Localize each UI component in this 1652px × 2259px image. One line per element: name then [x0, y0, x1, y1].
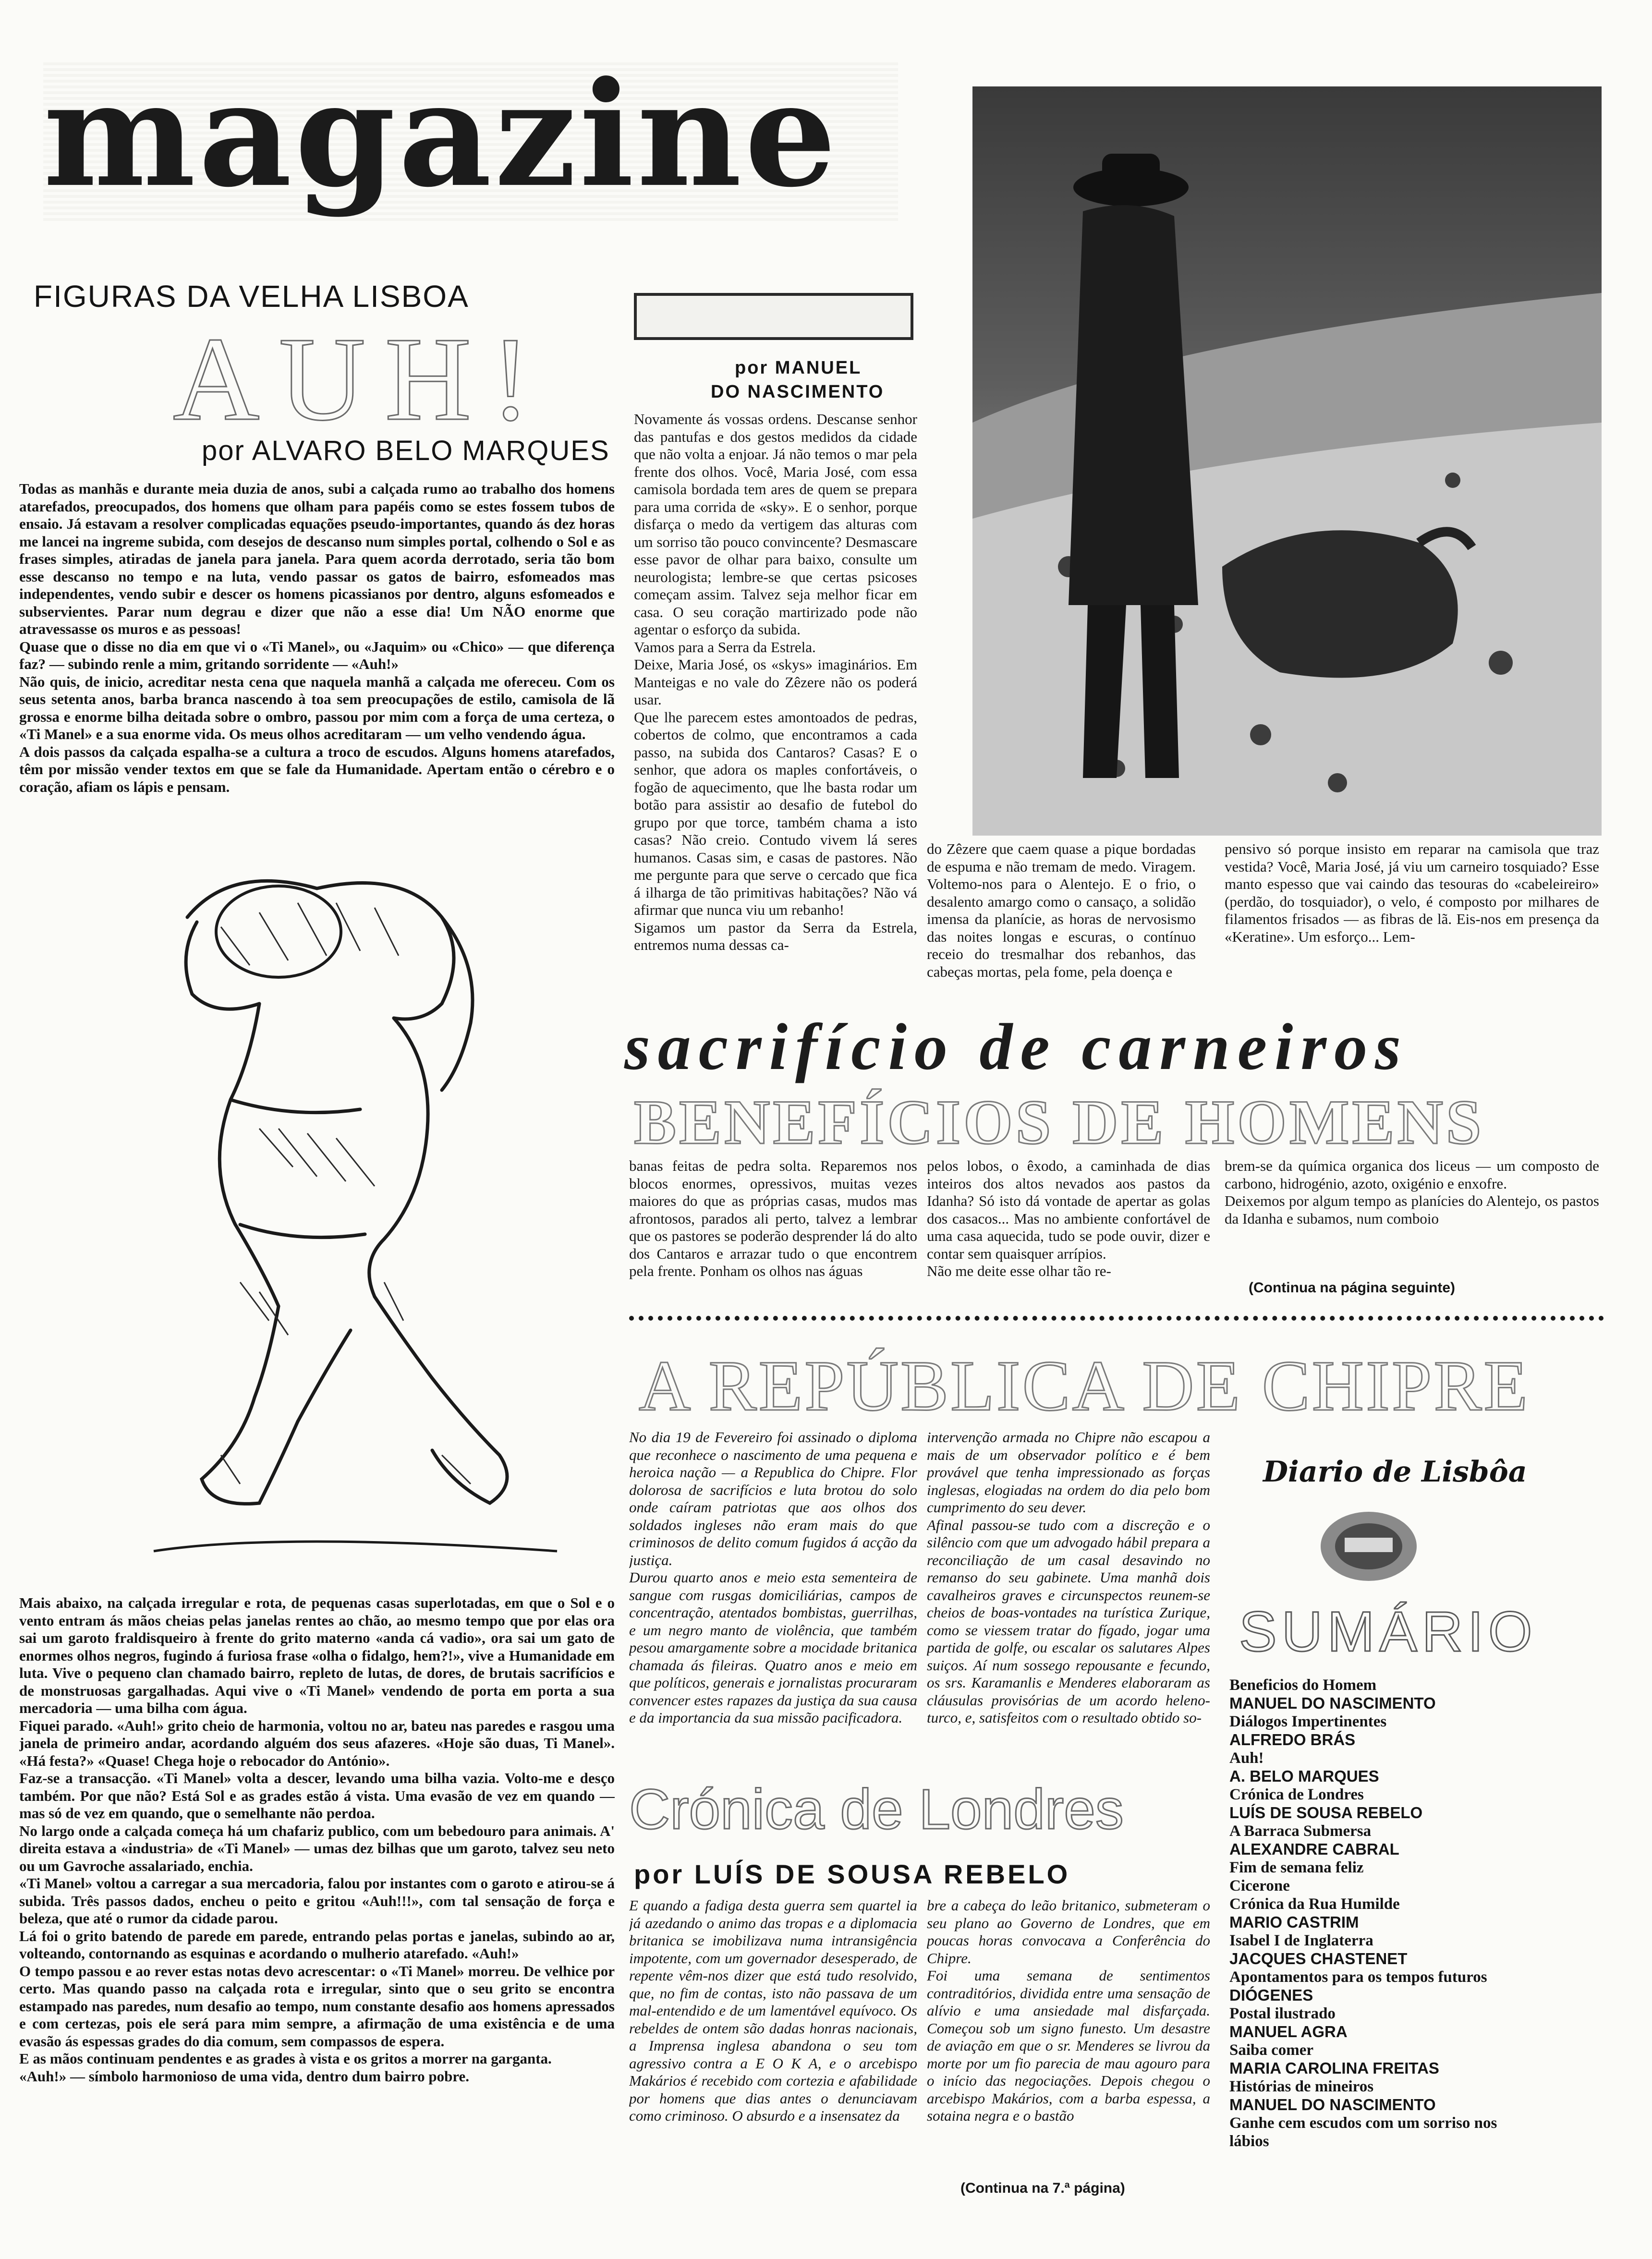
water-carrier-illustration [134, 860, 567, 1566]
shepherd-photo [972, 86, 1602, 836]
sidebar-paper-name: Diario de Lisbôa [1263, 1455, 1527, 1489]
feature2-col2: do Zêzere que caem quase a pique bordadas de espuma e não tremam de medo. Viragem. Voltemo-nos para o Alentejo. E o frio, o desalento amargo como o cansaço, a solidão imensa da planície, as horas de nervosismo das noites longas e escuras, o contínuo receio do tresmalhar dos rebanhos, das cabeças mortas, pela fome, pela doença e [927, 840, 1196, 980]
masthead-title: magazine [43, 62, 898, 221]
feature3-title: A REPÚBLICA DE CHIPRE [639, 1346, 1530, 1426]
feature1-title: AUH! [173, 313, 550, 446]
feature2-lower-col2: pelos lobos, o êxodo, a caminhada de dias inteiros dos altos nevados aos pastos da Idanha? Só isto dá vontade de apertar as golas dos casacos... Mas no ambiente confortável de uma casa aquecida, tudo se pode ouvir, dizer e contar sem quaisquer arrípios. Não me deite esse olhar tão re- [927, 1157, 1210, 1279]
feature1-intro: Todas as manhãs e durante meia duzia de anos, subi a calçada rumo ao trabalho dos homens atarefados, preocupados, dos homens que olham para papéis como se estes fossem tubos de ensaio. Já estavam a resolver complicadas equações pseudo-importantes, quando ás dez horas me lancei na ingreme subida, com desejos de descanso num simples portal, colhendo o Sol e as frases simples, atiradas de janela para janela. Para quem acorda derrotado, seria tão bom esse descanso no tempo e na luta, vendo passar os gatos de bairro, esfomeados mas independentes, vendo subir e descer os homens picassianos por dentro, alguns esfomeados e subservientes. Parar num degrau e dizer que não a esse dia! Um NÃO enorme que atravessasse os muros e as pessoas! Quase que o disse no dia em que vi o «Ti Manel», ou «Jaquim» ou «Chico» — que diferença faz? — subindo renle a mim, gritando sorridente — «Auh!» Não quis, de inicio, acreditar nesta cena que naquela manhã a calçada me ofereceu. Com os seus setenta anos, barba branca nascendo à toa sem preocupações de estilo, camisola de lã grossa e enorme bilha deitada sobre o ombro, passou por mim com a força de uma certeza, o «Ti Manel» e a sua enorme vida. Os meus olhos acreditaram — um velho vendendo água. A dois passos da calçada espalha-se a cultura a troco de escudos. Alguns homens atarefados, têm por missão vender textos em que se fale da Humanidade. Apertam então o cérebro e o coração, afiam os lápis e pensam. [19, 480, 615, 795]
sidebar-heading: SUMÁRIO [1239, 1600, 1537, 1664]
feature2-col1: Novamente ás vossas ordens. Descanse senhor das pantufas e dos gestos medidos da cidade que não volta a enjoar. Já não temos o mar pela frente dos olhos. Você, Maria José, com essa camisola bordada tem ares de quem se prepara para uma corrida de «sky». E o senhor, porque disfarça o medo da vertigem das alturas com um sorriso tão pouco convincente? Desmascare esse pavor de olhar para baixo, consulte um neurologista; lembre-se que certas psicoses começam assim. Talvez seja melhor ficar em casa. O seu coração martirizado pode não agentar o esforço da subida. Vamos para a Serra da Estrela. Deixe, Maria José, os «skys» imaginários. Em Manteigas e no vale do Zêzere não os poderá usar. Que lhe parecem estes amontoados de pedras, cobertos de colmo, que encontramos a cada passo, na subida dos Cantaros? Casas? E o senhor, que adora os maples confortáveis, o fogão de aquecimento, que lhe basta rodar um botão para assistir ao desafio de futebol do grupo por que torce, também chama a isto casas? Não creio. Contudo vivem lá seres humanos. Casas sim, e casas de pastores. Não me pergunte para que serve o cercado que fica á ilharga de tão primitivas habitações? Não vá afirmar que nunca viu um rebanho! Sigamos um pastor da Serra da Estrela, entremos numa dessas ca- [634, 411, 917, 953]
sidebar-contents-list [1229, 1676, 1604, 2150]
feature4-col2: bre a cabeça do leão britanico, submeteram o seu plano ao Governo de Londres, que em poucas horas convocava a Conferência do Chipre. Foi uma semana de sentimentos contraditórios, dividida entre uma sensação de alívio e uma ansiedade mal disfarçada. Começou sob um signo funesto. Um desastre de aviação em que o sr. Menderes se livrou da morte por um fio parecia de mau agouro para o início das negociações. Depois chegou o arcebispo Makários, com a barba espessa, a sotaina negra e o bastão [927, 1897, 1210, 2124]
feature1-body: Mais abaixo, na calçada irregular e rota, de pequenas casas superlotadas, em que o Sol e o vento entram ás mãos cheias pelas janelas rentes ao chão, ao mesmo tempo que por elas ora sai um garoto fraldisqueiro à frente do grito materno «anda cá vadio», ora sai um gato de enormes olhos negros, fugindo á furiosa frase «olha o fidalgo, hem?!», vive a Humanidade em luta. Vive o pequeno clan chamado bairro, repleto de lutas, de dores, de brutais sacrifícios e de monstruosas gargalhadas. Aqui vive o «Ti Manel» vendendo de porta em porta a sua mercadoria — uma bilha com água. Fiquei parado. «Auh!» grito cheio de harmonia, voltou no ar, bateu nas paredes e rasgou uma janela de primeiro andar, acordando alguém dos seus afazeres. «Hoje são duas, Ti Manel». «Há festa?» «Quase! Chega hoje o rebocador do António». Faz-se a transacção. «Ti Manel» volta a descer, levando uma bilha vazia. Volto-me e desço também. Por que não? Está Sol e as grades estão á vista. Uma evasão de vez em quando — mas só de vez em quando, que o semelhante não perdoa. No largo onde a calçada começa há um chafariz publico, com um bebedouro para animais. A' direita estava a «industria» de «Ti Manel» — umas dez bilhas que um garoto, talvez seu neto ou um Gavroche assalariado, enchia. «Ti Manel» voltou a carregar a sua mercadoria, falou por instantes com o garoto e atirou-se á subida. Três passos dados, encheu o peito e gritou «Auh!!!», com tal sensação de força e beleza, que até o rumor da cidade parou. Lá foi o grito batendo de parede em parede, entrando pelas portas e janelas, subindo ao ar, volteando, contornando as esquinas e acordando o mulherio atarefado. «Auh!» O tempo passou e ao rever estas notas devo acrescentar: o «Ti Manel» morreu. De velhice por certo. Mas quando passo na calçada rota e irregular, sinto que o seu grito se encontra estampado nas paredes, num desafio ao tempo, num constante desafio aos homens apressados e com certezas, pois ele será para mim sempre, a afirmação de uma existência e de uma evasão ás espessas grades do dia comum, sem compassos de espera. E as mãos continuam pendentes e as grades à vista e os gritos a morrer na garganta. «Auh!» — símbolo harmonioso de uma vida, dentro dum bairro pobre. [19, 1594, 615, 2085]
list-item: Saiba comer MARIA CAROLINA FREITAS [1229, 2041, 1439, 2077]
feature2-continued: (Continua na página seguinte) [1249, 1280, 1456, 1296]
list-item: Isabel I de Inglaterra JACQUES CHASTENET [1229, 1932, 1408, 1968]
list-item: Beneficios do Homem MANUEL DO NASCIMENTO [1229, 1676, 1436, 1712]
feature2-lower-col1: banas feitas de pedra solta. Reparemos nos blocos enormes, opressivos, muitas vezes maiores do que as próprias casas, mudos mas afrontosos, parados ali perto, talvez a lembrar que os pastores se poderão desprender lá do alto dos Cantaros e arrazar tudo o que encontrem pela frente. Ponham os olhos nas águas [629, 1157, 917, 1279]
feature2-stamp-box [634, 293, 913, 340]
feature4-continued: (Continua na 7.ª página) [960, 2180, 1125, 2196]
list-item: Fim de semana feliz Cicerone [1229, 1859, 1364, 1895]
feature3-col2: intervenção armada no Chipre não escapou a mais de um observador político e é bem provável que tenha impressionado as forças inglesas, elogiadas na ordem do dia pelo bom cumprimento do seu dever. Afinal passou-se tudo com a discreção e o silêncio com que um advogado hábil prepara a reconciliação de um casal desavindo no remanso do seu gabinete. Uma manhã dois cavalheiros graves e circunspectos reunem-se cheios de boas-vontades na turística Zurique, como se viessem tratar do fígado, jogar uma partida de golfe, ou escalar os salutares Alpes suiços. Aí num sossego repousante e fecundo, os srs. Karamanlis e Menderes elaboraram as cláusulas provisórias de um acordo heleno-turco, e, satisfeitos com o resultado obtido so- [927, 1429, 1210, 1726]
list-item: Crónica da Rua Humilde MARIO CASTRIM [1229, 1895, 1400, 1931]
list-item: Crónica de Londres LUÍS DE SOUSA REBELO [1229, 1786, 1423, 1822]
feature2-lower-col3: brem-se da química organica dos liceus — um composto de carbono, hidrogénio, azoto, oxigénio e enxofre. Deixemos por algum tempo as planícies do Alentejo, os pastos da Idanha e subamos, num comboio [1225, 1157, 1599, 1227]
list-item: Histórias de mineiros MANUEL DO NASCIMENTO [1229, 2078, 1436, 2113]
feature1-kicker: FIGURAS DA VELHA LISBOA [34, 279, 469, 314]
feature2-byline-1: por MANUEL [735, 358, 862, 378]
list-item: A Barraca Submersa ALEXANDRE CABRAL [1229, 1822, 1399, 1858]
feature4-col1: E quando a fadiga desta guerra sem quartel ia já azedando o animo das tropas e a diplomacia britanica se imobilizava numa intransigência impotente, com um governador desesperado, de repente vêm-nos dizer que está tudo resolvido, que, no fim de contas, isto não passava de um mal-entendido e de um lamentável equívoco. Os rebeldes de ontem são dadas honras nacionais, a Imprensa inglesa abandona o seu tom agressivo contra a E O K A, e o arcebispo Makários é recebido com cortezia e afabilidade por homens que dias antes o denunciavam como criminoso. O absurdo e a insensatez da [629, 1897, 917, 2124]
feature2-headline-2: BENEFÍCIOS DE HOMENS [634, 1087, 1484, 1157]
feature4-byline: por LUÍS DE SOUSA REBELO [634, 1859, 1070, 1889]
newspaper-seal-icon [1316, 1508, 1421, 1585]
feature2-col3: pensivo só porque insisto em reparar na camisola que traz vestida? Você, Maria José, já viu um carneiro tosquiado? Esse manto espesso que vai caindo das tesouras do «cabeleireiro» (perdão, do tosquiador), o velo, é composto por milhares de filamentos frisados — as fibras de lã. Eis-nos em presença da «Keratine». Um esforço... Lem- [1225, 840, 1599, 945]
list-item: Apontamentos para os tempos futuros DIÓGENES [1229, 1968, 1487, 2004]
section-divider [629, 1316, 1604, 1321]
feature3-col1: No dia 19 de Fevereiro foi assinado o diploma que reconhece o nascimento de uma pequena e heroica nação — a Republica do Chipre. Flor dolorosa de sacrifícios e luta brotou do solo onde caíram patriotas que aos olhos dos soldados ingleses não eram mais do que criminosos de delito comum fugidos á acção da justiça. Durou quarto anos e meio esta sementeira de sangue com rusgas domiciliárias, campos de concentração, atentados bombistas, guerrilhas, e um negro manto de violência, que também pesou amargamente sobre a mocidade britanica chamada ás fileiras. Quatro anos e meio em que políticos, generais e jornalistas procuraram convencer estes rapazes da justiça da sua causa e da importancia da sua missão pacificadora. [629, 1429, 917, 1726]
list-item: Ganhe cem escudos com um sorriso nos lábios [1229, 2114, 1497, 2150]
feature1-byline: por ALVARO BELO MARQUES [202, 435, 610, 466]
feature2-headline-1: sacrifício de carneiros [624, 1010, 1409, 1083]
list-item: Auh! A. BELO MARQUES [1229, 1749, 1379, 1785]
list-item: Diálogos Impertinentes ALFREDO BRÁS [1229, 1713, 1387, 1749]
feature2-byline-2: DO NASCIMENTO [711, 382, 885, 402]
feature4-title: Crónica de Londres [629, 1778, 1124, 1841]
list-item: Postal ilustrado MANUEL AGRA [1229, 2005, 1348, 2040]
